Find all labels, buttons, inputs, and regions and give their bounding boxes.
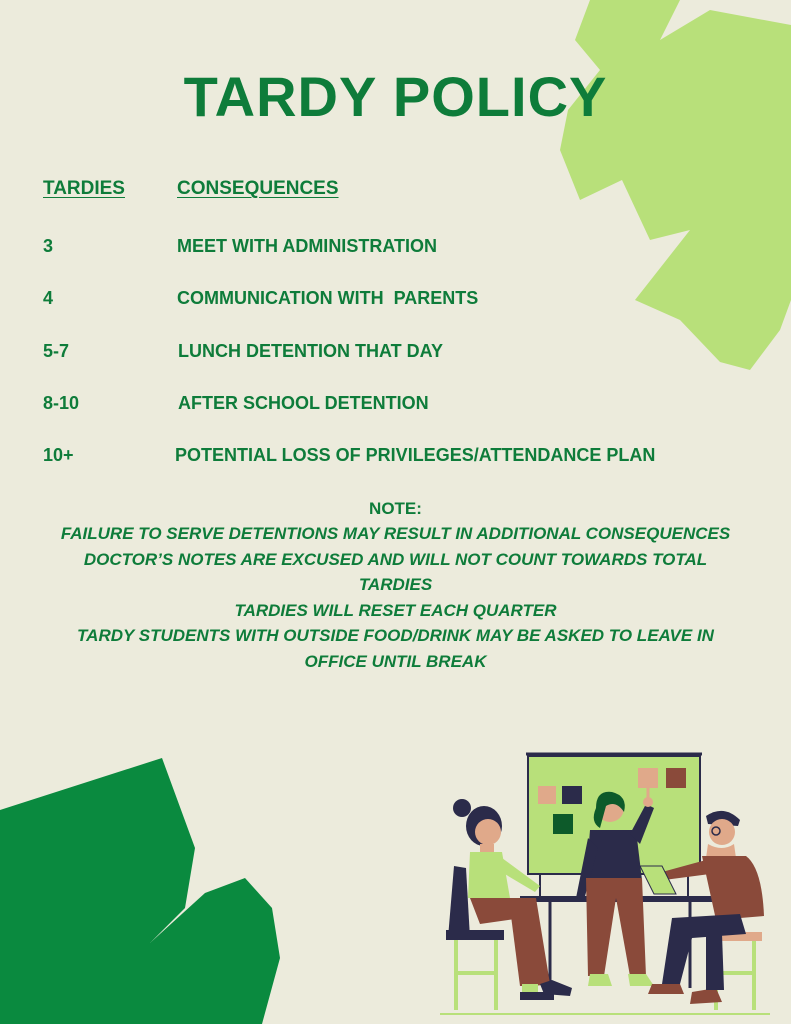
consequence-text: COMMUNICATION WITH PARENTS (177, 288, 479, 308)
tardies-column-header: TARDIES (43, 178, 125, 199)
consequence-text: LUNCH DETENTION THAT DAY (178, 341, 443, 361)
note-line: TARDY STUDENTS WITH OUTSIDE FOOD/DRINK MAY BE ASKED TO LEAVE IN (77, 626, 714, 645)
policy-row (0, 288, 791, 314)
light-green-blob-shape (560, 0, 791, 370)
tardy-count: 5-7 (43, 341, 70, 361)
consequences-column-header: CONSEQUENCES (177, 178, 339, 199)
tardy-count: 3 (43, 236, 54, 256)
tardy-count: 4 (43, 288, 54, 308)
note-label: NOTE: (369, 499, 422, 518)
policy-row (0, 236, 791, 262)
policy-row (0, 341, 791, 367)
meeting-people-illustration (440, 748, 780, 1018)
notes-section (30, 496, 761, 674)
consequence-text: MEET WITH ADMINISTRATION (177, 236, 437, 256)
note-line: DOCTOR’S NOTES ARE EXCUSED AND WILL NOT COUNT TOWARDS TOTAL (83, 549, 708, 569)
tardy-count: 10+ (43, 445, 74, 465)
consequence-text: AFTER SCHOOL DETENTION (178, 393, 429, 413)
note-line: FAILURE TO SERVE DETENTIONS MAY RESULT IN ADDITIONAL CONSEQUENCES (60, 524, 731, 543)
consequence-text: POTENTIAL LOSS OF PRIVILEGES/ATTENDANCE PLAN (175, 445, 656, 465)
dark-green-blob-shape (0, 758, 285, 1024)
policy-row (0, 393, 791, 419)
note-line: OFFICE UNTIL BREAK (304, 651, 487, 671)
tardy-count: 8-10 (43, 393, 80, 413)
note-line: TARDIES (358, 575, 433, 594)
policy-row (0, 445, 791, 471)
page-title: TARDY POLICY (183, 65, 608, 128)
note-line: TARDIES WILL RESET EACH QUARTER (234, 600, 557, 620)
